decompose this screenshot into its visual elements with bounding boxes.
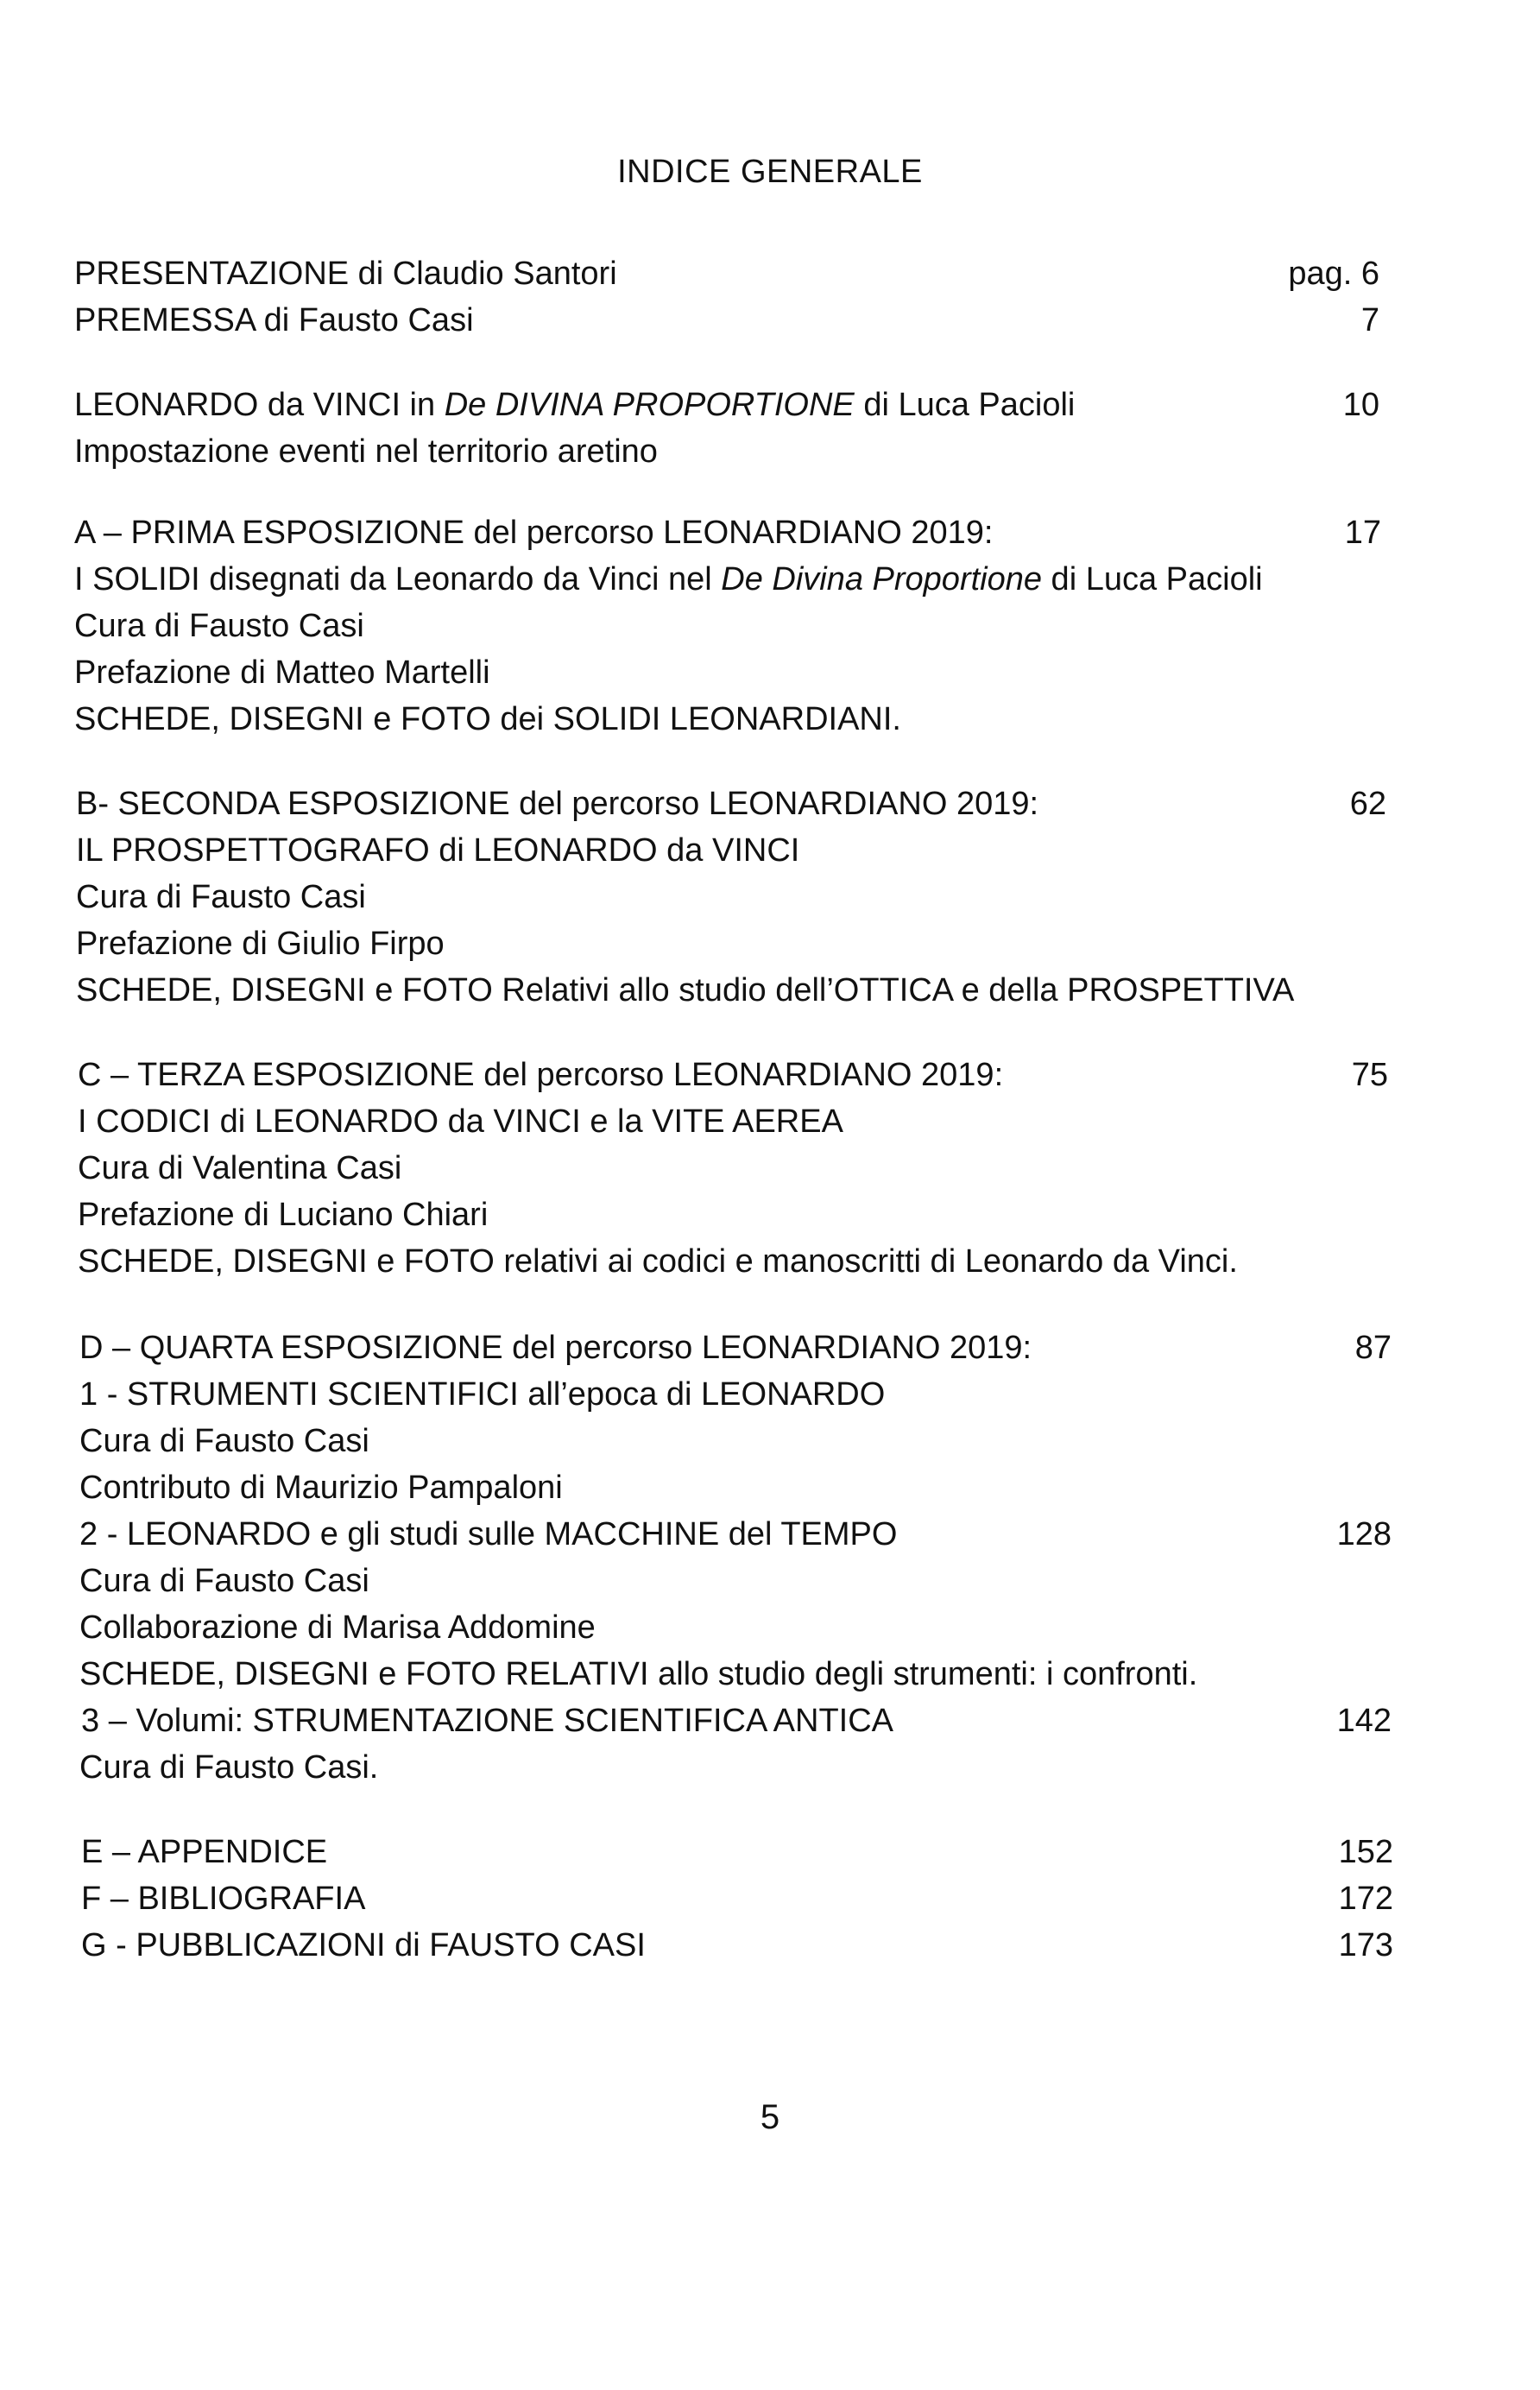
toc-entry: [74, 516, 993, 549]
toc-entry-text: SCHEDE, DISEGNI e FOTO RELATIVI allo studio degli strumenti: i confronti.: [79, 1656, 1198, 1692]
toc-entry: [74, 563, 1263, 596]
toc-page-number: 17: [1344, 515, 1381, 551]
toc-entry-text: Contributo di Maurizio Pampaloni: [79, 1470, 563, 1506]
toc-entry: [79, 1471, 563, 1504]
toc-entry-italic-title: De Divina Proportione: [721, 561, 1042, 598]
toc-entry-text: Cura di Valentina Casi: [78, 1150, 402, 1186]
toc-entry: [74, 304, 474, 337]
toc-entry: [81, 1836, 327, 1868]
toc-entry: [76, 834, 799, 867]
toc-entry-text: Collaborazione di Marisa Addomine: [79, 1609, 596, 1646]
toc-entry: [79, 1751, 378, 1784]
toc-entry-text: B- SECONDA ESPOSIZIONE del percorso LEONARDIANO 2019:: [76, 786, 1039, 822]
toc-entry: [74, 389, 1075, 421]
toc-entry: [79, 1518, 897, 1551]
toc-page-number: pag. 6: [1288, 256, 1379, 292]
toc-entry-text: Cura di Fausto Casi: [74, 608, 364, 644]
toc-entry-text: Prefazione di Giulio Firpo: [76, 926, 445, 962]
toc-entry-text: Impostazione eventi nel territorio aretino: [74, 433, 658, 470]
toc-entry: [76, 881, 366, 914]
toc-entry-text: di Luca Pacioli: [1042, 561, 1263, 598]
toc-entry: [79, 1565, 369, 1597]
toc-page-number: 152: [1338, 1834, 1393, 1870]
toc-entry: [74, 257, 617, 290]
toc-entry-text: SCHEDE, DISEGNI e FOTO relativi ai codici e manoscritti di Leonardo da Vinci.: [78, 1243, 1238, 1280]
toc-entry-text: Cura di Fausto Casi: [79, 1423, 369, 1459]
toc-entry: [76, 974, 1294, 1007]
toc-entry: [79, 1658, 1197, 1691]
toc-entry-text: 2 - LEONARDO e gli studi sulle MACCHINE del TEMPO: [79, 1516, 898, 1552]
toc-entry-text: SCHEDE, DISEGNI e FOTO dei SOLIDI LEONARDIANI.: [74, 701, 901, 737]
toc-entry: [76, 787, 1038, 820]
toc-entry-text: Cura di Fausto Casi: [79, 1563, 369, 1599]
toc-page-number: 172: [1338, 1881, 1393, 1917]
toc-entry: [79, 1378, 885, 1411]
toc-entry: [78, 1198, 488, 1231]
toc-page-number: 128: [1336, 1516, 1392, 1552]
toc-entry: [74, 656, 490, 689]
toc-entry-text: C – TERZA ESPOSIZIONE del percorso LEONARDIANO 2019:: [78, 1057, 1004, 1093]
page-number: 5: [760, 2098, 780, 2136]
toc-entry-text: Cura di Fausto Casi: [76, 879, 366, 915]
toc-entry-text: D – QUARTA ESPOSIZIONE del percorso LEONARDIANO 2019:: [79, 1330, 1032, 1366]
toc-entry: [78, 1105, 843, 1138]
toc-entry: [78, 1059, 1003, 1091]
toc-entry: [74, 610, 364, 642]
toc-entry-text: PRESENTAZIONE di Claudio Santori: [74, 256, 617, 292]
toc-page-number: 7: [1360, 302, 1379, 338]
toc-page-number: 10: [1342, 387, 1379, 423]
toc-entry-text: Cura di Fausto Casi.: [79, 1749, 379, 1786]
toc-page-number: 173: [1338, 1927, 1393, 1963]
toc-entry-text: E – APPENDICE: [81, 1834, 328, 1870]
toc-entry-text: I CODICI di LEONARDO da VINCI e la VITE AEREA: [78, 1103, 843, 1140]
toc-entry-text: IL PROSPETTOGRAFO di LEONARDO da VINCI: [76, 832, 800, 869]
toc-entry-text: LEONARDO da VINCI in: [74, 387, 445, 423]
toc-page-number: 142: [1336, 1703, 1392, 1739]
toc-entry-text: A – PRIMA ESPOSIZIONE del percorso LEONARDIANO 2019:: [74, 515, 994, 551]
toc-entry-text: I SOLIDI disegnati da Leonardo da Vinci nel: [74, 561, 722, 598]
toc-page-number: 75: [1351, 1057, 1388, 1093]
toc-entry-italic-title: De DIVINA PROPORTIONE: [444, 387, 855, 423]
toc-entry: [79, 1611, 596, 1644]
toc-page-number: 62: [1349, 786, 1386, 822]
toc-entry-text: 3 – Volumi: STRUMENTAZIONE SCIENTIFICA ANTICA: [81, 1703, 894, 1739]
toc-entry-text: G - PUBBLICAZIONI di FAUSTO CASI: [81, 1927, 646, 1963]
toc-entry: [81, 1882, 365, 1915]
toc-entry: [81, 1929, 646, 1962]
toc-entry: [79, 1331, 1032, 1364]
toc-entry-text: Prefazione di Luciano Chiari: [78, 1197, 489, 1233]
toc-entry: [79, 1425, 369, 1457]
toc-entry-text: PREMESSA di Fausto Casi: [74, 302, 474, 338]
toc-entry: [74, 435, 658, 468]
toc-entry-text: F – BIBLIOGRAFIA: [81, 1881, 366, 1917]
toc-entry: [76, 927, 445, 960]
toc-entry-text: 1 - STRUMENTI SCIENTIFICI all’epoca di LEONARDO: [79, 1376, 886, 1413]
toc-entry-text: SCHEDE, DISEGNI e FOTO Relativi allo studio dell’OTTICA e della PROSPETTIVA: [76, 972, 1295, 1008]
toc-entry: [78, 1152, 401, 1185]
toc-page-number: 87: [1354, 1330, 1392, 1366]
toc-entry: [81, 1704, 893, 1737]
toc-entry-text: di Luca Pacioli: [854, 387, 1076, 423]
toc-entry: [74, 703, 901, 736]
toc-entry-text: Prefazione di Matteo Martelli: [74, 654, 490, 691]
page-title: INDICE GENERALE: [617, 154, 923, 190]
toc-entry: [78, 1245, 1238, 1278]
